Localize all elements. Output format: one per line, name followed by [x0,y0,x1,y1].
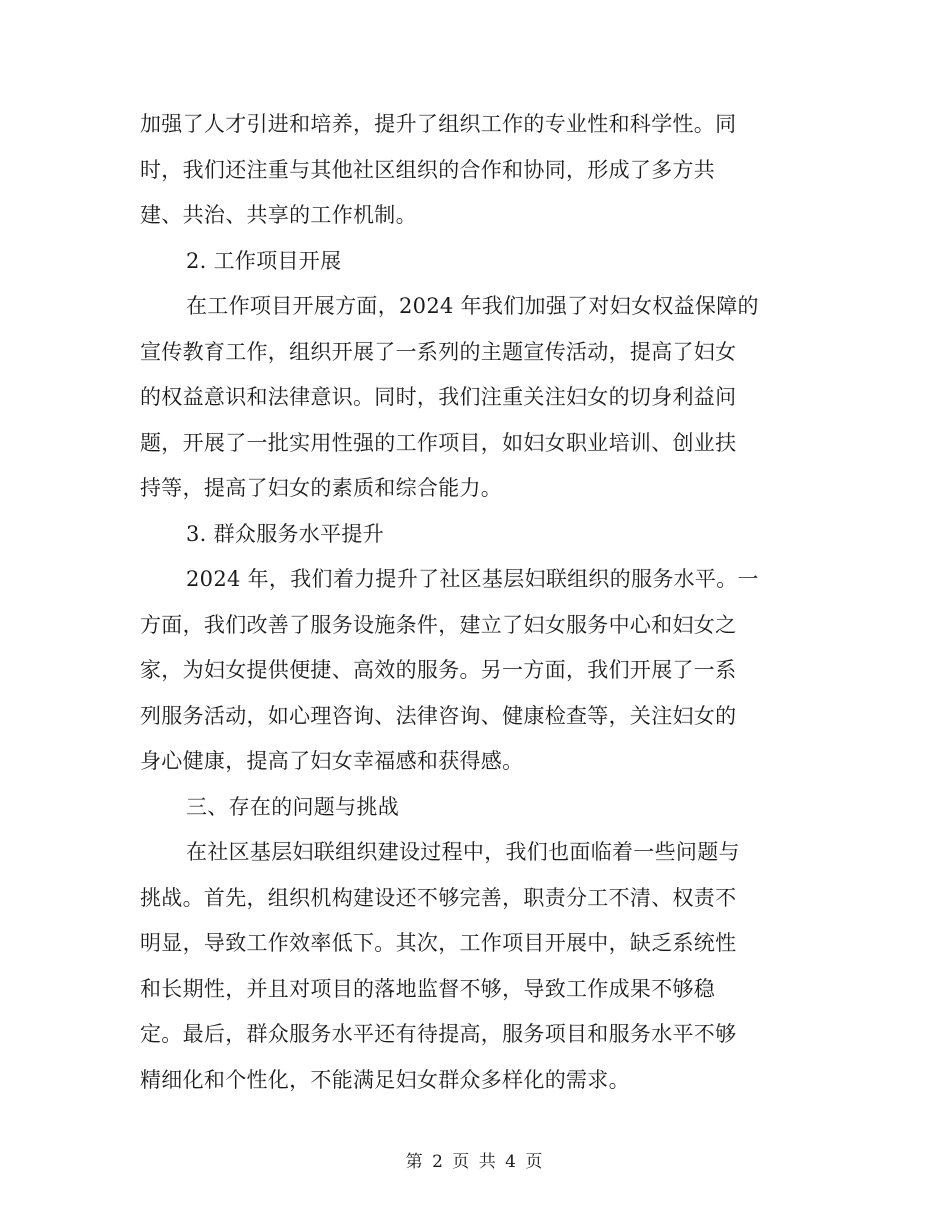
text-line: 明显，导致工作效率低下。其次，工作项目开展中，缺乏系统性 [140,931,737,955]
text-line: 精细化和个性化，不能满足妇女群众多样化的需求。 [140,1067,630,1092]
section-heading: 三、存在的问题与挑战 [186,794,399,819]
text-line: 挑战。首先，组织机构建设还不够完善，职责分工不清、权责不 [140,885,737,910]
page-footer: 第 2 页 共 4 页 [405,1152,545,1172]
text-line: 定。最后，群众服务水平还有待提高，服务项目和服务水平不够 [140,1022,737,1046]
text-line: 方面，我们改善了服务设施条件，建立了妇女服务中心和妇女之 [140,612,737,637]
text-line: 的权益意识和法律意识。同时，我们注重关注妇女的切身利益问 [140,385,737,409]
text-line: 题，开展了一批实用性强的工作项目，如妇女职业培训、创业扶 [140,430,737,455]
text-line: 加强了人才引进和培养，提升了组织工作的专业性和科学性。同 [140,112,737,136]
text-line: 持等，提高了妇女的素质和综合能力。 [140,476,503,500]
document-body [140,102,805,1103]
section-heading: 3. 群众服务水平提升 [186,521,385,546]
text-line: 和长期性，并且对项目的落地监督不够，导致工作成果不够稳 [140,976,716,1001]
text-line: 列服务活动，如心理咨询、法律咨询、健康检查等，关注妇女的 [140,703,737,728]
text-line: 在工作项目开展方面，2024 年我们加强了对妇女权益保障的 [186,294,759,318]
text-line: 2024 年，我们着力提升了社区基层妇联组织的服务水平。一 [186,567,759,591]
text-line: 建、共治、共享的工作机制。 [140,203,417,227]
text-line: 在社区基层妇联组织建设过程中，我们也面临着一些问题与 [186,840,740,864]
text-line: 宣传教育工作，组织开展了一系列的主题宣传活动，提高了妇女 [140,339,737,364]
section-heading: 2. 工作项目开展 [186,248,342,273]
text-line: 家，为妇女提供便捷、高效的服务。另一方面，我们开展了一系 [140,658,737,682]
text-line: 身心健康，提高了妇女幸福感和获得感。 [140,749,524,773]
text-line: 时，我们还注重与其他社区组织的合作和协同，形成了多方共 [140,157,716,182]
